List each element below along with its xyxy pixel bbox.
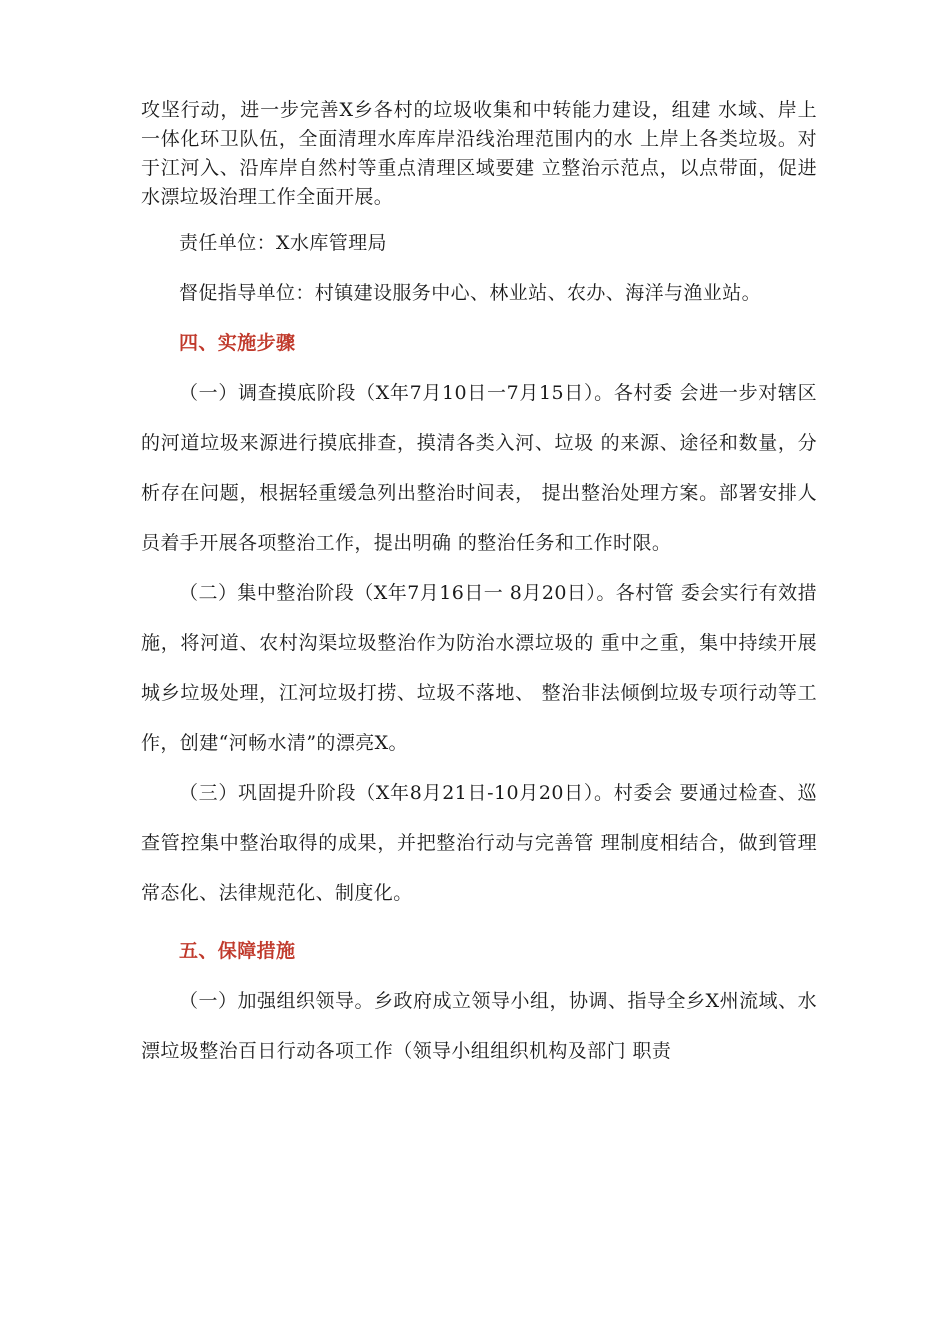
paragraph-step-one: （一）调查摸底阶段（X年7月10日一7月15日）。各村委 会进一步对辖区的河道垃圾来源进行摸底排查，摸清各类入河、垃圾 的来源、途径和数量，分析存在问题，根据轻重缓急列出整治时间表， 提出整治处理方案。部署安排人员着手开展各项整治工作，提出明确 的整治任务和工作时限。 — [141, 382, 817, 554]
section-heading-implementation-steps: 四、实施步骤 — [179, 332, 296, 354]
document-page — [141, 96, 817, 1076]
paragraph-step-three: （三）巩固提升阶段（X年8月21日-10月20日）。村委会 要通过检查、巡查管控集中整治取得的成果，并把整治行动与完善管 理制度相结合，做到管理常态化、法律规范化、制度化。 — [141, 782, 817, 904]
paragraph-safeguard-one: （一）加强组织领导。乡政府成立领导小组，协调、指导全乡X州流域、水漂垃圾整治百日行动各项工作（领导小组组织机构及部门 职责 — [141, 990, 817, 1062]
paragraph-continuation: 攻坚行动，进一步完善X乡各村的垃圾收集和中转能力建设，组建 水域、岸上一体化环卫队伍，全面清理水库库岸沿线治理范围内的水 上岸上各类垃圾。对于江河入、沿库岸自然村等重点清理区域要建 立整治示范点，以点带面，促进水漂垃圾治理工作全面开展。 — [141, 99, 817, 208]
section-heading-safeguard-measures: 五、保障措施 — [179, 940, 296, 962]
paragraph-supervising-units: 督促指导单位：村镇建设服务中心、林业站、农办、海洋与渔业站。 — [179, 282, 762, 304]
paragraph-step-two: （二）集中整治阶段（X年7月16日一 8月20日）。各村管 委会实行有效措施，将河道、农村沟渠垃圾整治作为防治水漂垃圾的 重中之重，集中持续开展城乡垃圾处理，江河垃圾打捞、垃圾不落地、 整治非法倾倒垃圾专项行动等工作，创建“河畅水清”的漂亮X。 — [141, 582, 817, 754]
paragraph-responsible-unit: 责任单位：X水库管理局 — [179, 232, 387, 254]
